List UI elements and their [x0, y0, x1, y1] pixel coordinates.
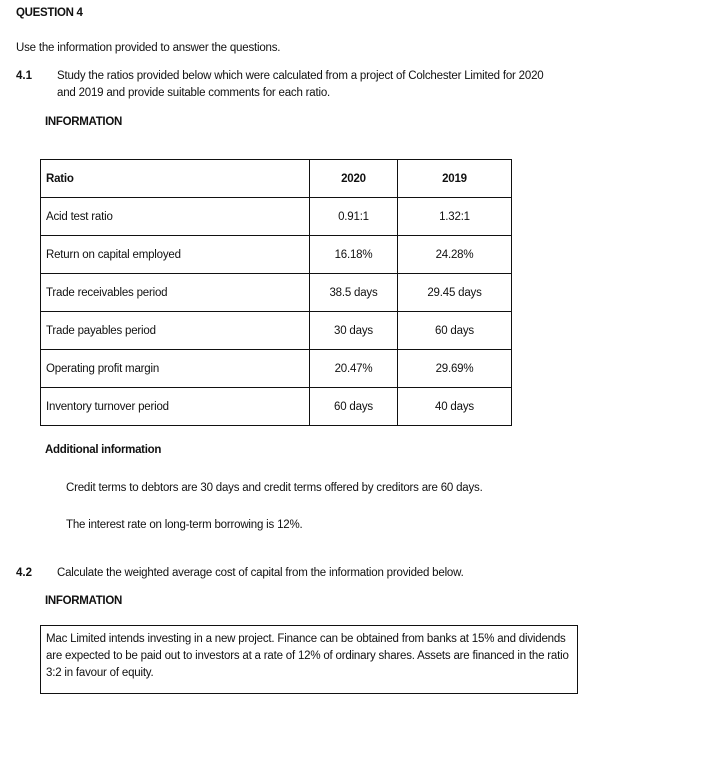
- mac-limited-info-box: Mac Limited intends investing in a new project. Finance can be obtained from banks at 15% and dividends are expected to be paid out to investors at a rate of 12% of ordinary shares. Assets are financed in the ratio 3:2 in favour of equity.: [40, 625, 578, 694]
- ratio-name: Trade payables period: [41, 312, 310, 350]
- ratio-name: Inventory turnover period: [41, 388, 310, 426]
- question-4-1-text-line1: Study the ratios provided below which were calculated from a project of Colchester Limited for 2020: [57, 70, 544, 82]
- value-2019: 24.28%: [398, 236, 512, 274]
- value-2019: 29.69%: [398, 350, 512, 388]
- ratio-name: Operating profit margin: [41, 350, 310, 388]
- ratio-name: Acid test ratio: [41, 198, 310, 236]
- information-heading-4-2: INFORMATION: [45, 595, 122, 607]
- value-2019: 60 days: [398, 312, 512, 350]
- intro-text: Use the information provided to answer the questions.: [16, 42, 281, 54]
- value-2020: 20.47%: [310, 350, 398, 388]
- value-2019: 1.32:1: [398, 198, 512, 236]
- value-2019: 40 days: [398, 388, 512, 426]
- header-2019: 2019: [398, 160, 512, 198]
- table-row: [41, 388, 512, 426]
- value-2019: 29.45 days: [398, 274, 512, 312]
- table-row: [41, 350, 512, 388]
- question-title: QUESTION 4: [16, 7, 83, 19]
- additional-credit-terms: Credit terms to debtors are 30 days and credit terms offered by creditors are 60 days.: [66, 482, 483, 494]
- ratio-name: Trade receivables period: [41, 274, 310, 312]
- value-2020: 16.18%: [310, 236, 398, 274]
- value-2020: 60 days: [310, 388, 398, 426]
- information-heading-4-1: INFORMATION: [45, 116, 122, 128]
- table-row: [41, 236, 512, 274]
- table-header-row: [41, 160, 512, 198]
- table-row: [41, 274, 512, 312]
- question-4-1-text-line2: and 2019 and provide suitable comments for each ratio.: [57, 87, 331, 99]
- header-2020: 2020: [310, 160, 398, 198]
- table-row: [41, 198, 512, 236]
- ratio-name: Return on capital employed: [41, 236, 310, 274]
- question-4-2-number: 4.2: [16, 567, 32, 579]
- question-4-1-number: 4.1: [16, 70, 32, 82]
- value-2020: 0.91:1: [310, 198, 398, 236]
- header-ratio: Ratio: [41, 160, 310, 198]
- table-row: [41, 312, 512, 350]
- value-2020: 30 days: [310, 312, 398, 350]
- question-4-2-text: Calculate the weighted average cost of capital from the information provided below.: [57, 567, 464, 579]
- additional-interest-rate: The interest rate on long-term borrowing is 12%.: [66, 519, 303, 531]
- additional-information-heading: Additional information: [45, 444, 162, 456]
- ratios-table: [40, 159, 512, 426]
- value-2020: 38.5 days: [310, 274, 398, 312]
